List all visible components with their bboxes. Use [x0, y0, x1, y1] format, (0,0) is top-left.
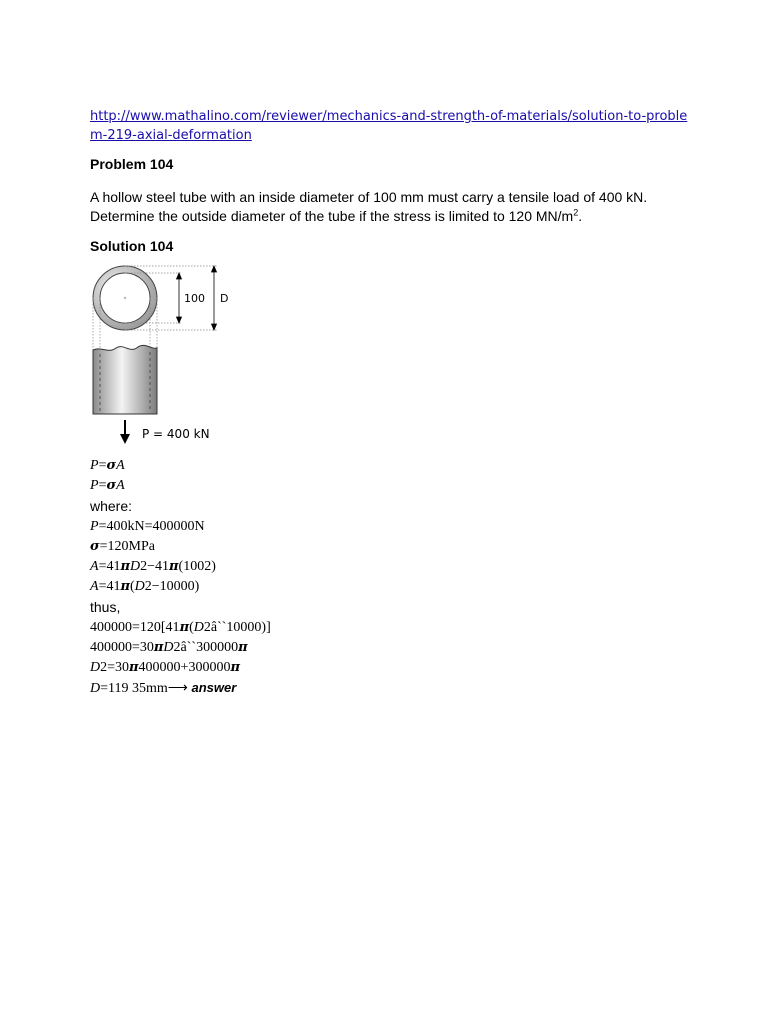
- thus-label: thus,: [90, 599, 121, 616]
- pi-symbol: π: [238, 639, 248, 655]
- sigma-symbol: σ: [106, 458, 117, 473]
- var-d: D: [90, 681, 101, 697]
- reference-link[interactable]: http://www.mathalino.com/reviewer/mechanics-and-strength-of-materials/solution-to-problem-219-axial-deformation: [90, 109, 688, 143]
- expr-part: =41: [98, 558, 121, 574]
- sigma-symbol: σ: [90, 538, 100, 554]
- var-a: A: [116, 478, 125, 494]
- answer-label: answer: [187, 680, 237, 696]
- long-arrow-icon: ⟶: [167, 681, 188, 697]
- problem-text-main: A hollow steel tube with an inside diameter of 100 mm must carry a tensile load of 400 kN. Determine the outside diameter of the tube if the stress is limited to 120 MN/m: [90, 189, 648, 224]
- pi-symbol: π: [230, 659, 240, 675]
- load-value: =400kN=400000N: [98, 518, 205, 534]
- inner-diameter-dimension: [177, 273, 182, 323]
- var-d: D: [134, 579, 145, 595]
- var-a: A: [90, 579, 99, 595]
- expr-part: 2−10000): [144, 579, 200, 595]
- var-p: P: [90, 518, 99, 534]
- expr-part: 400000=120[41: [90, 619, 180, 635]
- expr-part: (: [189, 619, 194, 635]
- step-line-4: [90, 517, 690, 537]
- step-line-12: [90, 678, 690, 698]
- stress-value: =120MPa: [99, 538, 155, 554]
- expr-part: (: [129, 579, 135, 595]
- problem-text-superscript: 2: [573, 207, 579, 218]
- pi-symbol: π: [169, 558, 179, 574]
- tube-body: [93, 345, 157, 414]
- step-line-5: [90, 537, 690, 557]
- load-label: P = 400 kN: [142, 427, 210, 441]
- tube-figure: [90, 262, 230, 452]
- expr-part: 2â``10000)]: [203, 619, 271, 635]
- outer-diameter-label: D: [220, 292, 229, 305]
- var-a: A: [90, 558, 99, 574]
- step-line-10: [90, 638, 690, 658]
- result-value: =119 35mm: [100, 681, 168, 697]
- equals-sign: =: [98, 458, 107, 473]
- equals-sign: =: [98, 478, 107, 494]
- where-label: where:: [90, 498, 133, 515]
- expr-part: 2â``300000: [173, 639, 239, 655]
- expr-part: (1002): [178, 558, 216, 574]
- var-p: P: [90, 478, 99, 494]
- var-d: D: [193, 619, 204, 635]
- pi-symbol: π: [179, 619, 190, 635]
- var-a: A: [116, 458, 125, 473]
- step-line-11: [90, 658, 690, 678]
- expr-part: 400000=30: [90, 639, 154, 655]
- expr-part: =41: [98, 579, 121, 595]
- var-d: D: [129, 558, 141, 574]
- tube-cross-section: [93, 266, 157, 330]
- sigma-symbol: σ: [106, 478, 117, 494]
- expr-part: 2=30: [100, 659, 130, 675]
- pi-symbol: π: [120, 579, 130, 595]
- inner-diameter-label: 100: [184, 292, 205, 305]
- expr-part: 2−41: [140, 558, 170, 574]
- expr-part: 400000+300000: [138, 659, 231, 675]
- step-line-6: [90, 557, 690, 577]
- solution-steps: [90, 456, 690, 698]
- pi-symbol: π: [153, 639, 164, 655]
- problem-statement: [90, 188, 690, 226]
- solution-heading: Solution 104: [90, 238, 174, 254]
- var-d: D: [163, 639, 174, 655]
- load-arrow-icon: [120, 420, 130, 444]
- problem-text-end: .: [578, 208, 583, 224]
- step-line-9: [90, 618, 690, 638]
- pi-symbol: π: [120, 558, 130, 574]
- var-d: D: [90, 659, 101, 675]
- step-line-7: [90, 577, 690, 597]
- step-line-1: [90, 456, 690, 476]
- outer-diameter-dimension: [212, 266, 217, 330]
- problem-heading: Problem 104: [90, 156, 174, 172]
- pi-symbol: π: [129, 659, 139, 675]
- var-p: P: [90, 458, 99, 473]
- step-line-2: [90, 476, 690, 496]
